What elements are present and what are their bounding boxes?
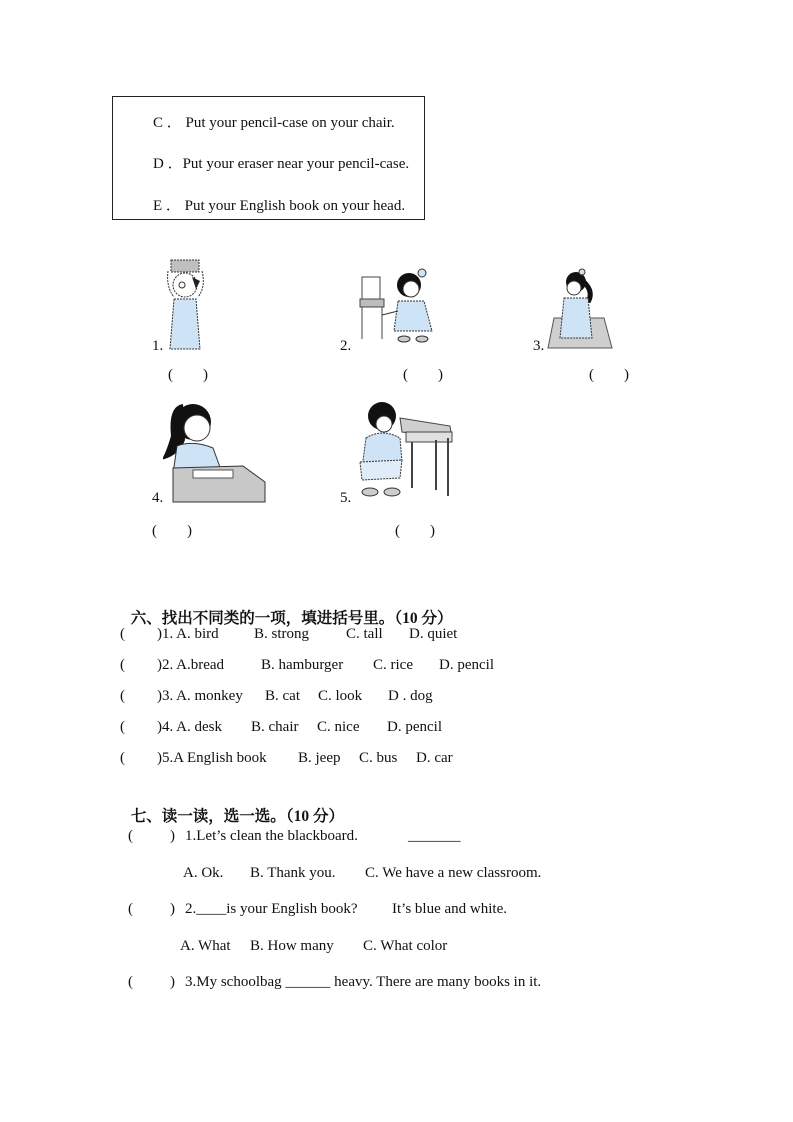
question-stem: 1.Let’s clean the blackboard. xyxy=(185,828,358,844)
picture-1-answer-blank[interactable]: ( ) xyxy=(168,367,208,383)
option-d: D. pencil xyxy=(439,657,494,673)
option-c: C. tall xyxy=(346,626,383,642)
option-b: B. Thank you. xyxy=(250,865,336,881)
picture-4-answer-blank[interactable]: ( ) xyxy=(152,523,192,539)
picture-1-number: 1. xyxy=(152,338,164,354)
section-6-score: （10 分） xyxy=(394,610,453,627)
picture-3-answer-blank[interactable]: ( ) xyxy=(589,367,629,383)
option-a: )3. A. monkey xyxy=(157,688,243,704)
picture-5-number: 5. xyxy=(340,490,352,506)
section-6-heading xyxy=(120,588,452,628)
answer-paren-open[interactable]: ( xyxy=(128,974,133,990)
section-6-title: 六、找出不同类的一项，填进括号里。 xyxy=(130,609,395,627)
option-b: B. cat xyxy=(265,688,300,704)
question-blank: _______ xyxy=(408,828,461,844)
answer-paren-close: ) xyxy=(170,901,175,917)
answer-blank[interactable]: ( xyxy=(120,719,125,735)
option-b: B. chair xyxy=(251,719,299,735)
answer-blank[interactable]: ( xyxy=(120,750,125,766)
picture-3-number: 3. xyxy=(533,338,545,354)
picture-4-number: 4. xyxy=(152,490,164,506)
instruction-c: C ． Put your pencil-case on your chair. xyxy=(153,115,395,131)
option-b: B. jeep xyxy=(298,750,341,766)
option-a: )5.A English book xyxy=(157,750,267,766)
option-c: C. bus xyxy=(359,750,398,766)
option-d: D. quiet xyxy=(409,626,458,642)
answer-paren-close: ) xyxy=(170,828,175,844)
question-answer-hint: It’s blue and white. xyxy=(392,901,507,917)
section-7-heading xyxy=(120,786,344,826)
option-a: A. What xyxy=(180,938,231,954)
answer-paren-open[interactable]: ( xyxy=(128,828,133,844)
option-a: )4. A. desk xyxy=(157,719,222,735)
option-a: A. Ok. xyxy=(183,865,224,881)
question-stem: 2.____is your English book? xyxy=(185,901,358,917)
option-c: C. We have a new classroom. xyxy=(365,865,542,881)
option-b: B. hamburger xyxy=(261,657,344,673)
girl-at-desk-illustration xyxy=(352,398,456,502)
instruction-d: D ．Put your eraser near your pencil-case. xyxy=(153,156,410,172)
boy-book-on-head-illustration xyxy=(162,257,212,352)
section-7-title: 七、读一读，选一选。 xyxy=(130,807,286,825)
option-b: B. strong xyxy=(254,626,310,642)
option-c: C. What color xyxy=(363,938,448,954)
picture-2-number: 2. xyxy=(340,338,352,354)
option-b: B. How many xyxy=(250,938,334,954)
option-c: C. rice xyxy=(373,657,413,673)
picture-5-answer-blank[interactable]: ( ) xyxy=(395,523,435,539)
answer-blank[interactable]: ( xyxy=(120,657,125,673)
option-c: C. nice xyxy=(317,719,360,735)
option-d: D. car xyxy=(416,750,453,766)
option-c: C. look xyxy=(318,688,363,704)
option-a: )1. A. bird xyxy=(157,626,219,642)
option-d: D. pencil xyxy=(387,719,442,735)
picture-2-answer-blank[interactable]: ( ) xyxy=(403,367,443,383)
question-stem: 3.My schoolbag ______ heavy. There are many books in it. xyxy=(185,974,542,990)
answer-paren-open[interactable]: ( xyxy=(128,901,133,917)
section-7-score: （10 分） xyxy=(285,808,344,825)
instruction-e: E ． Put your English book on your head. xyxy=(153,198,406,214)
girl-writing-desk-illustration xyxy=(163,396,267,503)
answer-blank[interactable]: ( xyxy=(120,688,125,704)
option-a: )2. A.bread xyxy=(157,657,225,673)
girl-eraser-illustration xyxy=(546,268,614,350)
option-d: D . dog xyxy=(388,688,433,704)
section-7-question-3 xyxy=(128,974,542,1042)
instructions-box xyxy=(112,96,425,220)
girl-pencil-case-chair-illustration xyxy=(354,265,446,347)
answer-blank[interactable]: ( xyxy=(120,626,125,642)
answer-paren-close: ) xyxy=(170,974,175,990)
